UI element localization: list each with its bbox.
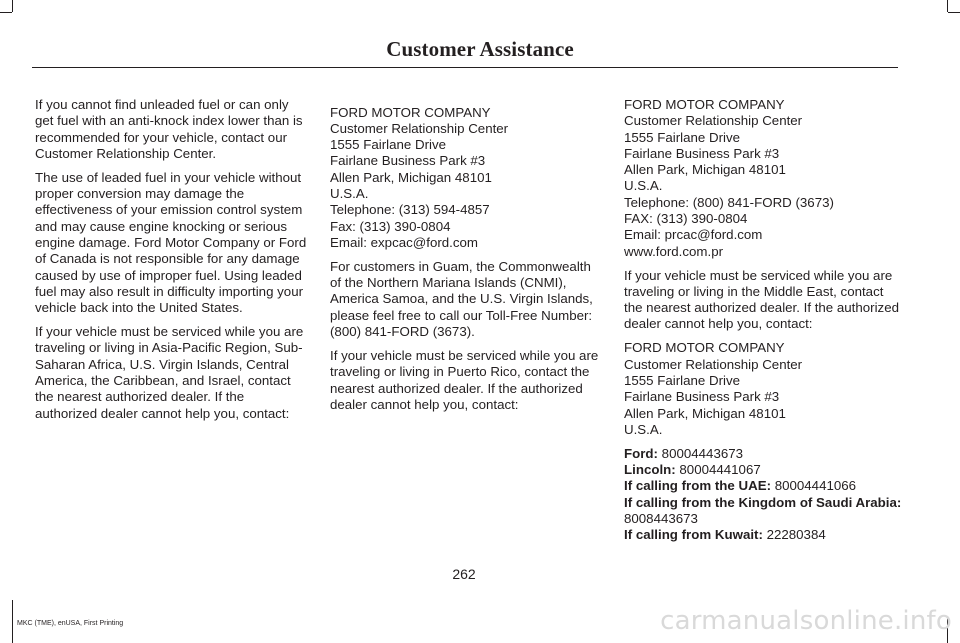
address-line: Email: prcac@ford.com: [624, 227, 763, 243]
paragraph-middle-east: If your vehicle must be serviced while you are traveling or living in the Middle East, contact the nearest authorized dealer. If the authorized dealer cannot help you, contact:: [624, 267, 899, 332]
watermark: carmanualsonline.info: [660, 606, 952, 636]
paragraph-fuel-unavailable: If you cannot find unleaded fuel or can only get fuel with an anti-knock index lower than is recommended for your vehicle, contact our Customer Relationship Center.: [35, 97, 303, 161]
address-line: FORD MOTOR COMPANY: [624, 97, 785, 112]
crop-mark-top-right: [947, 0, 948, 12]
phone-kuwait: [624, 527, 900, 543]
phone-label: If calling from the UAE:: [624, 478, 772, 494]
address-line: U.S.A.: [624, 421, 663, 437]
address-block-puerto-rico: [624, 97, 900, 260]
address-line: U.S.A.: [624, 178, 663, 194]
address-line: Allen Park, Michigan 48101: [330, 169, 492, 185]
crop-mark-top-left-h: [0, 12, 12, 13]
address-line: Telephone: (313) 594-4857: [330, 202, 490, 218]
column-3: [624, 97, 900, 544]
page-title: Customer Assistance: [386, 37, 574, 61]
paragraph-asia-pacific: If your vehicle must be serviced while you are traveling or living in Asia-Pacific Region, Sub-Saharan Africa, U.S. Virgin Islands, Central America, the Caribbean, and Israel, contact the nearest authorized dealer. If the authorized dealer cannot help you, contact:: [35, 324, 304, 421]
address-line: Customer Relationship Center: [624, 356, 803, 372]
column-1: [35, 97, 307, 429]
column-2: [330, 97, 602, 421]
header-rule: [32, 67, 898, 68]
phone-label: Lincoln:: [624, 462, 676, 478]
phone-ford: [624, 446, 900, 462]
address-line: Allen Park, Michigan 48101: [624, 162, 786, 178]
phone-lincoln: [624, 462, 900, 478]
crop-mark-top-right-h: [948, 12, 960, 13]
address-line: Fax: (313) 390-0804: [330, 218, 451, 234]
paragraph-leaded-fuel: The use of leaded fuel in your vehicle without proper conversion may damage the effectiveness of your emission control system and may cause engine knocking or serious engine damage. Ford Motor Company or Ford of Canada is not responsible for any damage caused by use of improper fuel. Using leaded fuel may also result in difficulty importing your vehicle back into the United States.: [35, 169, 307, 316]
address-line: Fairlane Business Park #3: [624, 389, 780, 405]
address-block-middle-east: [624, 340, 900, 438]
address-line: U.S.A.: [330, 186, 369, 202]
address-line: Email: expcac@ford.com: [330, 234, 478, 250]
phone-label: If calling from the Kingdom of Saudi Arabia:: [624, 494, 902, 510]
address-line: Fairlane Business Park #3: [330, 153, 486, 169]
crop-mark-bottom-left: [12, 600, 13, 643]
crop-mark-top-left: [12, 0, 13, 12]
phone-label: Ford:: [624, 445, 658, 461]
address-line: FORD MOTOR COMPANY: [330, 104, 491, 120]
address-line: FORD MOTOR COMPANY: [624, 340, 785, 356]
paragraph-puerto-rico: If your vehicle must be serviced while you are traveling or living in Puerto Rico, contact the nearest authorized dealer. If the authorized dealer cannot help you, contact:: [330, 347, 599, 412]
phone-label: If calling from Kuwait:: [624, 527, 763, 543]
address-line: www.ford.com.pr: [624, 243, 724, 259]
phone-value: 80004441067: [675, 462, 761, 478]
address-line: 1555 Fairlane Drive: [330, 137, 447, 153]
address-line: 1555 Fairlane Drive: [624, 372, 741, 388]
address-line: 1555 Fairlane Drive: [624, 129, 741, 145]
phone-uae: [624, 478, 900, 494]
phone-value: 80004441066: [771, 478, 857, 494]
print-footer: MKC (TME), enUSA, First Printing: [17, 620, 124, 627]
address-line: Allen Park, Michigan 48101: [624, 405, 786, 421]
phone-saudi: [624, 495, 900, 511]
address-line: Customer Relationship Center: [330, 120, 509, 136]
phone-value: 80004443673: [657, 445, 744, 461]
phone-saudi-value: 8008443673: [624, 510, 698, 526]
address-line: FAX: (313) 390-0804: [624, 211, 748, 227]
phone-list: [624, 446, 900, 544]
page-number: 262: [452, 566, 476, 582]
address-line: Telephone: (800) 841-FORD (3673): [624, 194, 834, 210]
paragraph-guam: For customers in Guam, the Commonwealth of the Northern Mariana Islands (CNMI), America Samoa, and the U.S. Virgin Islands, please feel free to call our Toll-Free Number: (800) 841-FORD (3673).: [330, 258, 593, 340]
phone-value: 22280384: [762, 527, 826, 543]
address-line: Fairlane Business Park #3: [624, 145, 780, 161]
address-line: Customer Relationship Center: [624, 113, 803, 129]
